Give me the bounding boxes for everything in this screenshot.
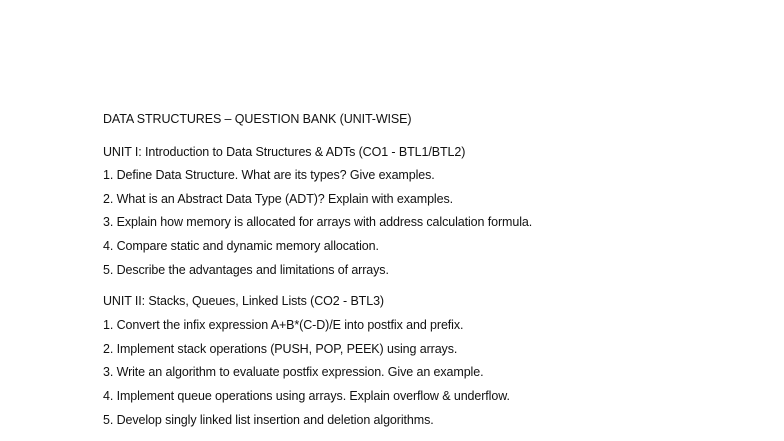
- unit-1-question-1: 1. Define Data Structure. What are its types? Give examples.: [103, 168, 435, 182]
- unit-1-question-2: 2. What is an Abstract Data Type (ADT)? Explain with examples.: [103, 192, 453, 206]
- unit-2-question-5: 5. Develop singly linked list insertion and deletion algorithms.: [103, 413, 434, 427]
- unit-1-question-5: 5. Describe the advantages and limitations of arrays.: [103, 263, 389, 277]
- document-title: DATA STRUCTURES – QUESTION BANK (UNIT-WISE): [103, 112, 412, 126]
- unit-1-question-3: 3. Explain how memory is allocated for arrays with address calculation formula.: [103, 215, 533, 229]
- unit-2-heading: UNIT II: Stacks, Queues, Linked Lists (CO2 - BTL3): [103, 294, 384, 308]
- unit-2-question-1: 1. Convert the infix expression A+B*(C-D)/E into postfix and prefix.: [103, 318, 464, 332]
- unit-1-heading: UNIT I: Introduction to Data Structures & ADTs (CO1 - BTL1/BTL2): [103, 145, 466, 159]
- unit-2-question-4: 4. Implement queue operations using arrays. Explain overflow & underflow.: [103, 389, 510, 403]
- unit-2-question-3: 3. Write an algorithm to evaluate postfix expression. Give an example.: [103, 365, 484, 379]
- unit-1-question-4: 4. Compare static and dynamic memory allocation.: [103, 239, 379, 253]
- unit-2-question-2: 2. Implement stack operations (PUSH, POP, PEEK) using arrays.: [103, 342, 458, 356]
